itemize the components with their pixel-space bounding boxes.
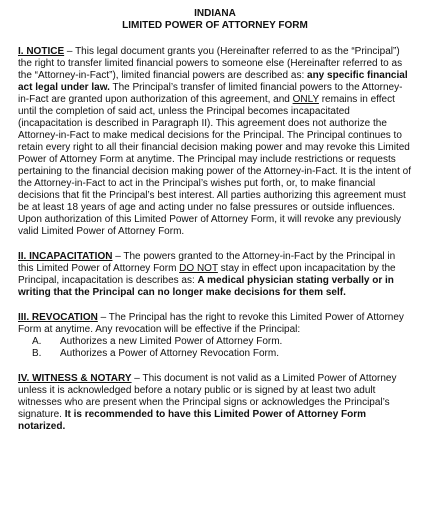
section-incapacitation [18,251,412,299]
incapacitation-text-1: – The powers granted to the Attorney-in-Fact by the Principal in this Limited Power of Attorney Form [18,251,396,274]
revocation-text: – The Principal has the right to revoke this Limited Power of Attorney Form at anytime. Any revocation will be effective if the Principal: [18,312,404,335]
incapacitation-do-not: DO NOT [179,263,218,274]
notice-text-1: – This legal document grants you (Hereinafter referred to as the “Principal”) the right to transfer limited financial powers to someone else (Hereinafter referred to as the “Attorney-in-Fact”), limited financial powers are described as: [18,46,403,81]
notice-only: ONLY [292,94,319,105]
section-title-witness-notary: IV. WITNESS & NOTARY [18,373,132,384]
list-item-letter: A. [32,336,42,347]
list-item [18,336,412,348]
list-item-text: Authorizes a Power of Attorney Revocation Form. [60,348,279,359]
notice-text-3: remains in effect until the completion of said act, unless the Principal becomes incapacitated (incapacitation is described in Paragraph II). This agreement does not authorize the Attorney-in-Fact to make medical decisions for the Principal. The Principal continues to retain every right to all their financial decision making power and may revoke this Limited Power of Attorney Form at anytime. The Principal may include restrictions or requests pertaining to the financial decision making power of the Attorney-in-Fact. It is the intent of the Attorney-in-Fact to act in the Principal’s wishes put forth, or, to make financial decisions that fit the Principal’s best interest. All parties authorizing this agreement must be at least 18 years of age and acting under no false pressures or outside influences. Upon authorization of this Limited Power of Attorney Form, it will revoke any previously valid Limited Power of Attorney Form. [18,94,411,237]
list-item [18,348,412,360]
witness-text: – This document is not valid as a Limited Power of Attorney unless it is acknowledged before a notary public or is signed by at least two adult witnesses who are present when the Principal signs or acknowledges the Principal’s signature. [18,373,397,420]
notice-text-2: The Principal’s transfer of limited financial powers to the Attorney-in-Fact are granted upon authorization of this agreement, and [18,82,403,105]
section-revocation [18,312,412,360]
witness-bold: It is recommended to have this Limited Power of Attorney Form notarized. [18,409,367,432]
notice-bold-1: any specific financial act legal under law. [18,70,408,93]
list-item-text: Authorizes a new Limited Power of Attorney Form. [60,336,283,347]
incapacitation-bold: A medical physician stating verbally or in writing that the Principal can no longer make decisions for them self. [18,275,394,298]
section-title-notice: I. NOTICE [18,46,65,57]
list-item-letter: B. [32,348,42,359]
section-notice [18,46,412,238]
document-state: INDIANA [194,8,236,19]
document-title: LIMITED POWER OF ATTORNEY FORM [122,20,308,31]
section-title-incapacitation: II. INCAPACITATION [18,251,113,262]
section-title-revocation: III. REVOCATION [18,312,98,323]
revocation-paragraph [18,312,412,336]
section-witness-notary [18,373,412,433]
incapacitation-text-2: stay in effect upon incapacitation by the Principal, incapacitation is describes as: [18,263,396,286]
